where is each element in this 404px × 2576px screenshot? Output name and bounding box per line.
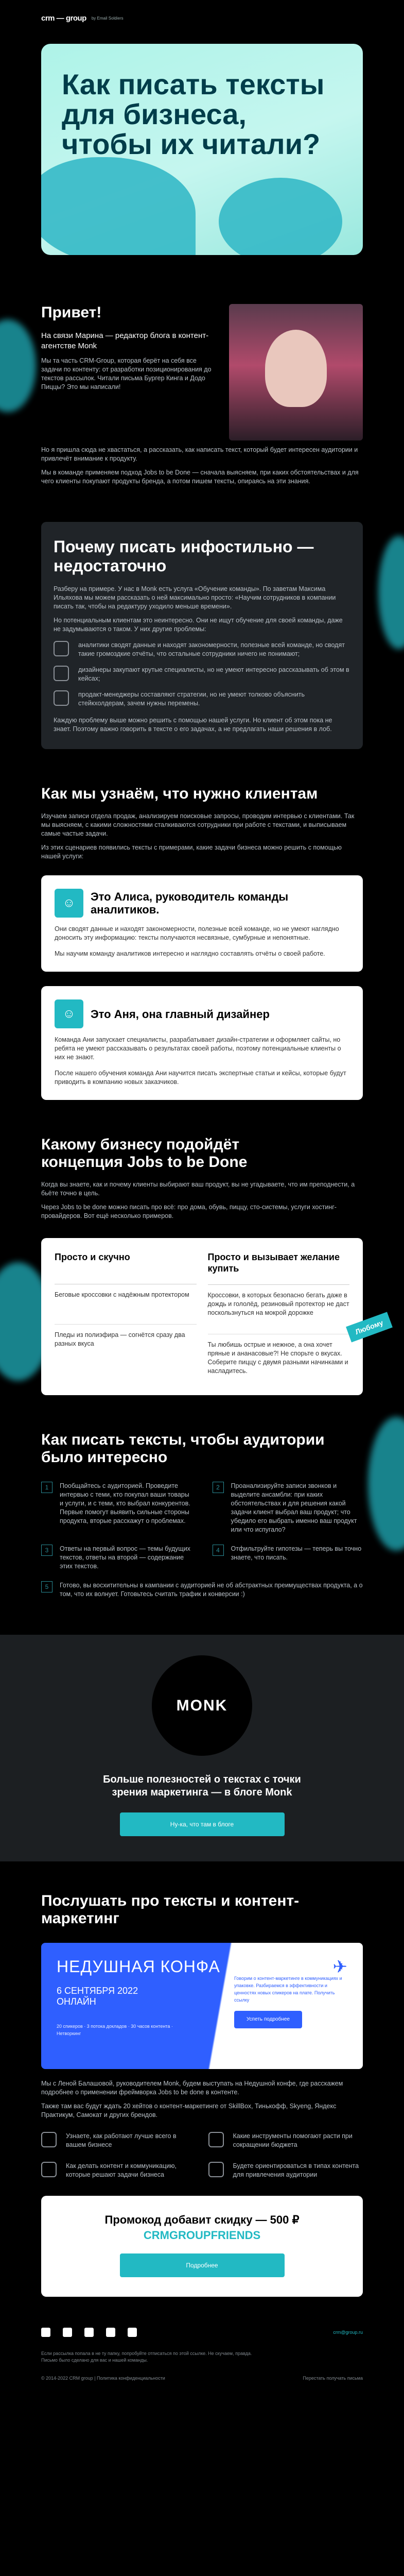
case-text: Мы научим команду аналитиков интересно и наглядно составлять отчёты о своей работе.: [55, 950, 325, 957]
table-header: Просто и скучно: [55, 1251, 197, 1284]
table-cell: Ты любишь острые и нежное, а она хочет пряные и ананасовые?! Не спорьте о вкусах. Соберите пиццу с двумя разными начинками и насладитесь.: [207, 1341, 348, 1375]
how-paragraph: Изучаем записи отдела продаж, анализируем поисковые запросы, проводим интервью с клиентами. Так мы выясняем, с какими сложностями сталкиваются сотрудники при работе с текстами, и выписываем самые частые задачи.: [41, 812, 355, 837]
intro-section: [41, 304, 363, 440]
avatar: [229, 304, 363, 440]
why-card: [41, 522, 363, 749]
why-item: [54, 690, 350, 708]
tip-item: [213, 1482, 363, 1534]
step-number: 1: [41, 1482, 52, 1493]
intro-paragraph: Но я пришла сюда не хвастаться, а рассказать, как написать текст, который будет интересен аудитории и привлечёт внимание к продукту.: [41, 446, 358, 462]
benefit-item: [41, 2132, 196, 2149]
benefit-item: [208, 2132, 363, 2149]
tips-list: [41, 1482, 363, 1571]
hero-banner: [41, 44, 363, 255]
comparison-table: [41, 1238, 363, 1395]
how-title: Как мы узнаём, что нужно клиентам: [41, 785, 318, 802]
step-number: 5: [41, 1581, 52, 1592]
tip-item: [41, 1482, 192, 1534]
case-card: [41, 875, 363, 972]
banner-title: НЕДУШНАЯ КОНФА: [57, 1957, 220, 1976]
hero-title: Как писать тексты для бизнеса, чтобы их читали?: [62, 68, 325, 160]
step-number: 2: [213, 1482, 224, 1493]
benefit-icon: [208, 2132, 224, 2147]
why-item: [54, 641, 350, 658]
user-icon: ☺: [55, 889, 83, 918]
why-title: Почему писать инфостильно — недостаточно: [54, 537, 314, 575]
monk-logo: MONK: [176, 1697, 228, 1714]
header: [0, 0, 404, 36]
brand-logo[interactable]: crm — group: [41, 13, 86, 23]
case-card: [41, 986, 363, 1100]
course-paragraph: Также там вас будут ждать 20 хейтов о контент-маркетинге от SkillBox, Тинькофф, Skyeng, Яндекс Практикум, Самокат и других брендов.: [41, 2103, 337, 2119]
vk-icon[interactable]: [41, 2328, 50, 2337]
promo-title: Промокод добавит скидку — 500 ₽: [104, 2213, 300, 2226]
conference-banner[interactable]: [41, 1943, 363, 2069]
tip-text: Проанализируйте записи звонков и выделите ансамбли: при каких обстоятельствах и для решения какой задачи клиент выбрал ваш продукт; что убедило его выбрать именно ваш продукт или что испугало?: [231, 1482, 357, 1533]
banner-meta: 20 спикеров · 3 потока докладов · 30 часов контента · Нетворкинг: [57, 2024, 173, 2036]
mail-icon[interactable]: [128, 2328, 137, 2337]
how-paragraph: Из этих сценариев появились тексты с примерами, какие задачи бизнеса можно решить с помощью нашей услуги:: [41, 844, 342, 860]
case-title: Это Аня, она главный дизайнер: [91, 1007, 270, 1021]
intro-paragraph: Мы та часть CRM-Group, которая берёт на себя все задачи по контенту: от разработки позиционирования до текстов рассылок. Читали письма Бургер Кинга и Додо Пиццы? Это мы написали!: [41, 357, 212, 391]
sticker-badge: Любому: [346, 1312, 392, 1343]
tip-item: [41, 1545, 192, 1571]
social-links: [41, 2328, 137, 2337]
unsubscribe-link[interactable]: Перестать получать письма: [303, 2376, 363, 2381]
monk-blog-block: [0, 1635, 404, 1861]
banner-right-text: Говорим о контент-маркетинге в коммуникациях и упаковке. Разбираемся в эффективности и ценностях новых спикеров на плате. Получить ссылку: [234, 1976, 342, 2003]
table-header: Просто и вызывает желание купить: [208, 1251, 350, 1285]
benefit-item: [41, 2162, 196, 2179]
benefit-item: [208, 2162, 363, 2179]
promo-code[interactable]: CRMGROUPFRIENDS: [143, 2229, 261, 2242]
intro-paragraph: Мы в команде применяем подход Jobs to be Done — сначала выясняем, при каких обстоятельствах и для чего клиенты покупают продукты бренда, а потом пишем тексты, опираясь на эти знания.: [41, 469, 359, 485]
why-item-text: аналитики сводят данные и находят закономерности, полезные всей команде, но сводят такие громоздкие отчёты, что остальные сотрудники ничего не понимают;: [78, 641, 345, 657]
footer-copyright[interactable]: © 2014-2022 CRM group | Политика конфиденциальности: [41, 2376, 165, 2381]
case-text: Они сводят данные и находят закономерности, полезные всей команде, но не умеют наглядно доносить эту информацию: тексты получаются несвязные, сумбурные и непонятные.: [55, 925, 339, 941]
promo-card: [41, 2196, 363, 2297]
monk-logo-circle: [152, 1655, 252, 1756]
youtube-icon[interactable]: [84, 2328, 94, 2337]
banner-description: [234, 1957, 347, 2028]
chart-icon: [54, 641, 69, 656]
hero-splash: [41, 157, 196, 255]
tip-item: [213, 1545, 363, 1571]
hero-splash: [219, 178, 342, 255]
tip-text: Готово, вы восхитительны в кампании с аудиторией не об абстрактных преимуществах продукта, а о том, что их волнует. Готовьтесь считать трафик и конверсии :): [60, 1582, 363, 1598]
tips-title: Как писать тексты, чтобы аудитории было интересно: [41, 1431, 325, 1466]
tip-text: Пообщайтесь с аудиторией. Проведите интервью с теми, кто покупал ваши товары и услуги, и с теми, кто выбрал конкурентов. Первые помогут выявить сильные стороны продукта, вторые расскажут о проблемах.: [60, 1482, 190, 1524]
habr-icon[interactable]: [106, 2328, 115, 2337]
benefit-text: Какие инструменты помогают расти при сокращении бюджета: [233, 2132, 353, 2148]
target-icon: [54, 690, 69, 706]
intro-title: Привет!: [41, 304, 102, 321]
benefit-icon: [208, 2162, 224, 2177]
course-title: Послушать про тексты и контент-маркетинг: [41, 1892, 300, 1927]
banner-button[interactable]: Успеть подробнее: [234, 2011, 302, 2028]
brand-subtitle: by Email Soldiers: [91, 15, 124, 21]
table-cell: Беговые кроссовки с надёжным протектором: [55, 1284, 197, 1325]
which-paragraph: Когда вы знаете, как и почему клиенты выбирают ваш продукт, вы не угадываете, что им преподнести, а бьёте точно в цель.: [41, 1181, 355, 1197]
intro-lead: На связи Марина — редактор блога в контент-агентстве Monk: [41, 331, 209, 350]
monk-title: Больше полезностей о текстах с точки зрения маркетинга — в блоге Monk: [103, 1774, 301, 1798]
course-paragraph: Мы с Леной Балашовой, руководителем Monk, будем выступать на Недушной конфе, где расскажем подробнее о применении фреймворка Jobs to be done в контенте.: [41, 2080, 343, 2096]
why-paragraph: Но потенциальным клиентам это неинтересно. Они не ищут обучение для своей команды, даже не задумываются о таком. У них другие проблемы:: [54, 617, 343, 633]
table-cell: Пледы из полиэфира — согнётся сразу два разных вкуса: [55, 1331, 185, 1347]
footer: [41, 2328, 363, 2431]
case-text: После нашего обучения команда Ани научится писать экспертные статьи и кейсы, которые будут приводить в компанию новых заказчиков.: [55, 1070, 346, 1086]
case-text: Команда Ани запускает специалисты, разрабатывает дизайн-стратегии и оформляет сайты, но ребята не умеют рассказывать о результатах своей работы, поэтому потенциальные клиенты о них не знают.: [55, 1036, 341, 1061]
blog-button[interactable]: Ну-ка, что там в блоге: [120, 1812, 285, 1836]
which-paragraph: Через Jobs to be done можно писать про всё: про дома, обувь, пиццу, сто-системы, услуги хостинг-провайдеров. Вот ещё несколько примеров.: [41, 1204, 337, 1219]
paint-splash: [0, 319, 36, 412]
paint-splash: [368, 1417, 404, 1551]
tip-item: [41, 1581, 363, 1599]
which-title: Какому бизнесу подойдёт концепция Jobs to be Done: [41, 1136, 248, 1171]
table-cell: Кроссовки, в которых безопасно бегать даже в дождь и гололёд, резиновый протектор не даст поскользнуться на мокрой дорожке: [208, 1285, 350, 1334]
user-icon: ☺: [55, 999, 83, 1028]
footer-note: Если рассылка попала в не ту папку, попробуйте отписаться по этой ссылке. Не скучаем, правда. Письмо было сделано для вас и нашей команды.: [41, 2351, 252, 2363]
banner-date: 6 СЕНТЯБРЯ 2022 ОНЛАЙН: [57, 1986, 138, 2007]
paint-splash: [378, 536, 404, 649]
benefit-text: Узнаете, как работают лучше всего в вашем бизнесе: [66, 2132, 177, 2148]
why-item-text: продакт-менеджеры составляют стратегии, но не умеют толково объяснить стейкхолдерам, зачем нужны перемены.: [78, 691, 305, 707]
step-number: 3: [41, 1545, 52, 1556]
pen-icon: [54, 666, 69, 681]
why-item: [54, 666, 350, 683]
tip-text: Отфильтруйте гипотезы — теперь вы точно знаете, что писать.: [231, 1545, 362, 1561]
step-number: 4: [213, 1545, 224, 1556]
benefit-text: Будете ориентироваться в типах контента для привлечения аудитории: [233, 2162, 359, 2178]
telegram-icon[interactable]: [63, 2328, 72, 2337]
benefit-icon: [41, 2132, 57, 2147]
course-benefits: [41, 2132, 363, 2179]
why-item-text: дизайнеры закупают крутые специалисты, но не умеют интересно рассказывать об этом в кейсах;: [78, 666, 349, 682]
promo-button[interactable]: Подробнее: [120, 2253, 285, 2277]
benefit-text: Как делать контент и коммуникацию, которые решают задачи бизнеса: [66, 2162, 177, 2178]
paper-plane-icon: ✈: [332, 1957, 347, 1977]
benefit-icon: [41, 2162, 57, 2177]
case-title: Это Алиса, руководитель команды аналитиков.: [91, 890, 289, 916]
footer-email[interactable]: crm@group.ru: [333, 2329, 363, 2335]
why-paragraph: Разберу на примере. У нас в Monk есть услуга «Обучение команды». По заветам Максима Ильяхова мы можем рассказать о ней максимально просто: «Научим сотрудников в компании писать так, чтобы на редактуру уходило меньше времени».: [54, 585, 336, 610]
why-paragraph: Каждую проблему выше можно решить с помощью нашей услуги. Но клиент об этом пока не знает. Поэтому важно говорить в тексте о его задачах, а не предлагать наши решения в лоб.: [54, 717, 332, 733]
tip-text: Ответы на первый вопрос — темы будущих текстов, ответы на второй — содержание этих текстов.: [60, 1545, 190, 1570]
